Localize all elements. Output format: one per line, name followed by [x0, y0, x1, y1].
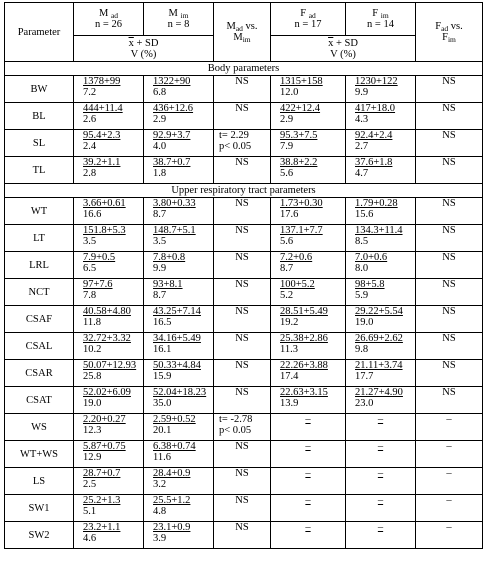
cv-value: 4.3	[355, 114, 369, 125]
cv-value: 5.6	[280, 168, 294, 179]
cv-value: 2.7	[355, 141, 369, 152]
m-comparison-cell	[214, 76, 271, 103]
f-comparison-cell: –	[416, 414, 483, 441]
m-im-cell	[144, 157, 214, 184]
table-row	[5, 360, 483, 387]
mean-sd-value: 95.4+2.3	[83, 130, 121, 141]
parameter-name: WT	[5, 198, 74, 225]
mean-sd-value: 7.0+0.6	[355, 252, 388, 263]
cv-value: 5.9	[355, 290, 369, 301]
comparison-text: NS	[235, 198, 249, 209]
mean-sd-value: 98+5.8	[355, 279, 385, 290]
m-comparison-cell	[214, 468, 271, 495]
header-m-im: M $_{im}$ n = 8	[144, 3, 214, 36]
m-im-cell	[144, 252, 214, 279]
m-ad-cell	[74, 468, 144, 495]
m-ad-cell	[74, 103, 144, 130]
cv-value: 19.0	[355, 317, 374, 328]
mean-sd-value: –	[377, 441, 384, 452]
parameter-name: CSAT	[5, 387, 74, 414]
mean-sd-value: 25.2+1.3	[83, 495, 121, 506]
m-ad-cell	[74, 522, 144, 549]
mean-sd-value: 3.80+0.33	[153, 198, 196, 209]
mean-sd-value: 417+18.0	[355, 103, 396, 114]
cv-value: 9.9	[153, 263, 167, 274]
m-ad-cell	[74, 157, 144, 184]
m-im-cell	[144, 495, 214, 522]
mean-sd-value: 50.33+4.84	[153, 360, 201, 371]
cv-value: 2.9	[153, 114, 167, 125]
table-row	[5, 333, 483, 360]
m-comparison-cell	[214, 360, 271, 387]
cv-value: 12.9	[83, 452, 102, 463]
cv-value: 35.0	[153, 398, 172, 409]
table-row	[5, 252, 483, 279]
m-im-cell	[144, 225, 214, 252]
comparison-text: NS	[235, 157, 249, 168]
f-comparison-cell: NS	[416, 333, 483, 360]
parameter-name: LT	[5, 225, 74, 252]
cv-value: 4.7	[355, 168, 369, 179]
cv-value: 13.9	[280, 398, 299, 409]
mean-sd-value: 7.2+0.6	[280, 252, 313, 263]
mean-sd-value: –	[305, 414, 311, 425]
f-ad-cell	[271, 414, 346, 441]
f-im-cell	[346, 198, 416, 225]
m-comparison-cell	[214, 441, 271, 468]
parameter-name: LRL	[5, 252, 74, 279]
cv-value: 17.7	[355, 371, 374, 382]
cv-value: 2.9	[280, 114, 294, 125]
cv-value: 20.1	[153, 425, 172, 436]
f-im-cell	[346, 468, 416, 495]
comparison-text: NS	[235, 495, 249, 506]
cv-value: 9.8	[355, 344, 369, 355]
f-comparison-cell: –	[416, 522, 483, 549]
mean-sd-value: 97+7.6	[83, 279, 113, 290]
f-ad-cell	[271, 157, 346, 184]
comparison-text: NS	[235, 76, 249, 87]
f-im-cell	[346, 387, 416, 414]
f-ad-cell	[271, 76, 346, 103]
mean-sd-value: –	[305, 468, 311, 479]
mean-sd-value: 52.02+6.09	[83, 387, 131, 398]
f-ad-cell	[271, 360, 346, 387]
mean-sd-value: 444+11.4	[83, 103, 123, 114]
mean-sd-value: 92.9+3.7	[153, 130, 191, 141]
m-comparison-cell	[214, 387, 271, 414]
parameter-name: CSAL	[5, 333, 74, 360]
m-comparison-cell	[214, 198, 271, 225]
mean-sd-value: –	[305, 441, 311, 452]
mean-sd-value: –	[305, 495, 311, 506]
mean-sd-value: 23.2+1.1	[83, 522, 121, 533]
f-comparison-cell: –	[416, 468, 483, 495]
f-ad-cell	[271, 306, 346, 333]
m-im-cell	[144, 198, 214, 225]
cv-value: 23.0	[355, 398, 374, 409]
f-im-cell	[346, 103, 416, 130]
m-ad-cell	[74, 495, 144, 522]
f-comparison-cell: NS	[416, 252, 483, 279]
mean-sd-value: 137.1+7.7	[280, 225, 323, 236]
cv-value: 4.8	[153, 506, 167, 517]
cv-value: 25.8	[83, 371, 102, 382]
cv-value: 11.3	[280, 344, 298, 355]
cv-value: 3.2	[153, 479, 167, 490]
f-comparison-cell: NS	[416, 225, 483, 252]
cv-value: 2.5	[83, 479, 97, 490]
comparison-text: t= 2.29	[219, 130, 249, 141]
f-im-cell	[346, 441, 416, 468]
header-m-ad: M $_{ad}$ n = 26	[74, 3, 144, 36]
header-m-stat: $\overline{x}$ + SD V (%)	[74, 36, 214, 62]
mean-sd-value: 21.11+3.74	[355, 360, 403, 371]
cv-value: 2.8	[83, 168, 97, 179]
cv-value: 11.8	[83, 317, 101, 328]
f-comparison-cell: NS	[416, 103, 483, 130]
cv-value: 8.7	[153, 290, 167, 301]
table-row	[5, 441, 483, 468]
mean-sd-value: 34.16+5.49	[153, 333, 201, 344]
cv-value: 5.1	[83, 506, 97, 517]
table-row	[5, 495, 483, 522]
mean-sd-value: 25.38+2.86	[280, 333, 328, 344]
m-im-cell	[144, 130, 214, 157]
m-ad-cell	[74, 76, 144, 103]
header-f-ad: F $_{ad}$ n = 17	[271, 3, 346, 36]
parameter-name: SL	[5, 130, 74, 157]
m-ad-cell	[74, 387, 144, 414]
m-im-cell	[144, 387, 214, 414]
f-comparison-cell: –	[416, 495, 483, 522]
cv-value: 2.6	[83, 114, 97, 125]
mean-sd-value: 1315+158	[280, 76, 323, 87]
comparison-text: NS	[235, 306, 249, 317]
cv-value: 16.1	[153, 344, 172, 355]
m-ad-cell	[74, 441, 144, 468]
m-ad-cell	[74, 360, 144, 387]
table-row	[5, 157, 483, 184]
parameter-table	[4, 2, 483, 549]
cv-value: 8.5	[355, 236, 369, 247]
mean-sd-value: 1230+122	[355, 76, 398, 87]
table-row	[5, 468, 483, 495]
comparison-text: NS	[235, 441, 249, 452]
cv-value: 6.5	[83, 263, 97, 274]
f-ad-cell	[271, 225, 346, 252]
m-ad-cell	[74, 252, 144, 279]
mean-sd-value: –	[377, 468, 384, 479]
m-im-cell	[144, 103, 214, 130]
cv-value: 8.0	[355, 263, 369, 274]
mean-sd-value: –	[377, 522, 384, 533]
mean-sd-value: 148.7+5.1	[153, 225, 196, 236]
mean-sd-value: 134.3+11.4	[355, 225, 403, 236]
f-ad-cell	[271, 468, 346, 495]
f-ad-cell	[271, 441, 346, 468]
f-comparison-cell: NS	[416, 387, 483, 414]
cv-value: 2.4	[83, 141, 97, 152]
f-ad-cell	[271, 495, 346, 522]
section-title: Upper respiratory tract parameters	[5, 184, 483, 198]
f-im-cell	[346, 522, 416, 549]
table-row	[5, 279, 483, 306]
m-im-cell	[144, 522, 214, 549]
m-comparison-cell	[214, 225, 271, 252]
cv-value: 11.6	[153, 452, 171, 463]
cv-value: 19.2	[280, 317, 299, 328]
mean-sd-value: 22.63+3.15	[280, 387, 328, 398]
f-comparison-cell: –	[416, 441, 483, 468]
comparison-text: NS	[235, 103, 249, 114]
parameter-name: LS	[5, 468, 74, 495]
f-ad-cell	[271, 279, 346, 306]
header-f-im: F $_{im}$ n = 14	[346, 3, 416, 36]
f-ad-cell	[271, 252, 346, 279]
mean-sd-value: 1378+99	[83, 76, 121, 87]
cv-value: 6.8	[153, 87, 167, 98]
f-comparison-cell: NS	[416, 76, 483, 103]
mean-sd-value: 2.20+0.27	[83, 414, 126, 425]
f-comparison-cell: NS	[416, 130, 483, 157]
parameter-name: TL	[5, 157, 74, 184]
parameter-name: WS	[5, 414, 74, 441]
m-im-cell	[144, 360, 214, 387]
table-row	[5, 306, 483, 333]
mean-sd-value: –	[305, 522, 311, 533]
mean-sd-value: 92.4+2.4	[355, 130, 393, 141]
m-comparison-cell	[214, 157, 271, 184]
f-im-cell	[346, 495, 416, 522]
m-ad-cell	[74, 414, 144, 441]
m-ad-cell	[74, 333, 144, 360]
mean-sd-value: 25.5+1.2	[153, 495, 191, 506]
comparison-text: NS	[235, 333, 249, 344]
table-row	[5, 522, 483, 549]
mean-sd-value: –	[377, 495, 384, 506]
f-im-cell	[346, 360, 416, 387]
mean-sd-value: 28.51+5.49	[280, 306, 328, 317]
m-ad-cell	[74, 130, 144, 157]
m-im-cell	[144, 414, 214, 441]
comparison-text: NS	[235, 360, 249, 371]
mean-sd-value: 7.9+0.5	[83, 252, 116, 263]
header-m-comparison: $M_{ad}$ vs. $M_{im}$	[214, 3, 271, 62]
mean-sd-value: 37.6+1.8	[355, 157, 393, 168]
m-im-cell	[144, 76, 214, 103]
comparison-text: t= -2.78	[219, 414, 253, 425]
f-ad-cell	[271, 387, 346, 414]
section-title: Body parameters	[5, 62, 483, 76]
f-im-cell	[346, 130, 416, 157]
parameter-name: WT+WS	[5, 441, 74, 468]
table-body	[5, 62, 483, 549]
cv-value: 15.9	[153, 371, 172, 382]
table-row	[5, 225, 483, 252]
mean-sd-value: 93+8.1	[153, 279, 183, 290]
comparison-text: NS	[235, 387, 249, 398]
comparison-text: p< 0.05	[219, 425, 252, 436]
f-im-cell	[346, 279, 416, 306]
f-comparison-cell: NS	[416, 198, 483, 225]
mean-sd-value: 3.66+0.61	[83, 198, 126, 209]
parameter-name: BW	[5, 76, 74, 103]
f-im-cell	[346, 333, 416, 360]
cv-value: 19.0	[83, 398, 102, 409]
cv-value: 7.9	[280, 141, 294, 152]
mean-sd-value: 2.59+0.52	[153, 414, 196, 425]
m-comparison-cell	[214, 414, 271, 441]
cv-value: 17.4	[280, 371, 299, 382]
cv-value: 5.2	[280, 290, 294, 301]
header-parameter: Parameter	[5, 3, 74, 62]
f-comparison-cell: NS	[416, 360, 483, 387]
table-row	[5, 198, 483, 225]
f-im-cell	[346, 252, 416, 279]
cv-value: 9.9	[355, 87, 369, 98]
cv-value: 17.6	[280, 209, 299, 220]
mean-sd-value: 52.04+18.23	[153, 387, 207, 398]
mean-sd-value: 40.58+4.80	[83, 306, 131, 317]
cv-value: 12.3	[83, 425, 102, 436]
f-ad-cell	[271, 198, 346, 225]
cv-value: 3.5	[83, 236, 97, 247]
m-comparison-cell	[214, 130, 271, 157]
cv-value: 7.2	[83, 87, 97, 98]
f-im-cell	[346, 306, 416, 333]
mean-sd-value: 28.4+0.9	[153, 468, 191, 479]
mean-sd-value: 151.8+5.3	[83, 225, 126, 236]
cv-value: 16.6	[83, 209, 102, 220]
m-im-cell	[144, 468, 214, 495]
comparison-text: NS	[235, 522, 249, 533]
m-comparison-cell	[214, 103, 271, 130]
parameter-name: CSAR	[5, 360, 74, 387]
f-ad-cell	[271, 103, 346, 130]
m-ad-cell	[74, 198, 144, 225]
mean-sd-value: –	[377, 414, 384, 425]
header-f-comparison: $F_{ad}$ vs. $F_{im}$	[416, 3, 483, 62]
f-comparison-cell: NS	[416, 306, 483, 333]
m-im-cell	[144, 306, 214, 333]
parameter-name: CSAF	[5, 306, 74, 333]
cv-value: 4.0	[153, 141, 167, 152]
mean-sd-value: 28.7+0.7	[83, 468, 121, 479]
parameter-name: NCT	[5, 279, 74, 306]
comparison-text: NS	[235, 225, 249, 236]
table-row	[5, 414, 483, 441]
mean-sd-value: 50.07+12.93	[83, 360, 137, 371]
comparison-text: NS	[235, 252, 249, 263]
mean-sd-value: 22.26+3.88	[280, 360, 328, 371]
m-comparison-cell	[214, 252, 271, 279]
mean-sd-value: 39.2+1.1	[83, 157, 121, 168]
f-ad-cell	[271, 522, 346, 549]
cv-value: 3.5	[153, 236, 167, 247]
m-ad-cell	[74, 279, 144, 306]
f-im-cell	[346, 414, 416, 441]
m-im-cell	[144, 279, 214, 306]
cv-value: 4.6	[83, 533, 97, 544]
section-row	[5, 62, 483, 76]
m-ad-cell	[74, 306, 144, 333]
mean-sd-value: 95.3+7.5	[280, 130, 318, 141]
f-im-cell	[346, 76, 416, 103]
mean-sd-value: 1322+90	[153, 76, 191, 87]
cv-value: 8.7	[280, 263, 294, 274]
f-comparison-cell: NS	[416, 279, 483, 306]
table-row	[5, 76, 483, 103]
comparison-text: NS	[235, 468, 249, 479]
cv-value: 8.7	[153, 209, 167, 220]
cv-value: 12.0	[280, 87, 299, 98]
mean-sd-value: 26.69+2.62	[355, 333, 403, 344]
f-im-cell	[346, 225, 416, 252]
parameter-name: SW2	[5, 522, 74, 549]
mean-sd-value: 38.8+2.2	[280, 157, 318, 168]
m-comparison-cell	[214, 333, 271, 360]
m-im-cell	[144, 441, 214, 468]
table-row	[5, 387, 483, 414]
cv-value: 1.8	[153, 168, 167, 179]
cv-value: 3.9	[153, 533, 167, 544]
cv-value: 10.2	[83, 344, 102, 355]
mean-sd-value: 32.72+3.32	[83, 333, 131, 344]
mean-sd-value: 436+12.6	[153, 103, 194, 114]
mean-sd-value: 7.8+0.8	[153, 252, 186, 263]
f-comparison-cell: NS	[416, 157, 483, 184]
cv-value: 5.6	[280, 236, 294, 247]
cv-value: 7.8	[83, 290, 97, 301]
header-f-stat: $\overline{x}$ + SD V (%)	[271, 36, 416, 62]
mean-sd-value: 38.7+0.7	[153, 157, 191, 168]
m-comparison-cell	[214, 306, 271, 333]
section-row	[5, 184, 483, 198]
mean-sd-value: 23.1+0.9	[153, 522, 191, 533]
comparison-text: p< 0.05	[219, 141, 252, 152]
table-header	[5, 3, 483, 62]
mean-sd-value: 100+5.2	[280, 279, 315, 290]
table-row	[5, 130, 483, 157]
f-ad-cell	[271, 333, 346, 360]
parameter-name: SW1	[5, 495, 74, 522]
mean-sd-value: 5.87+0.75	[83, 441, 126, 452]
cv-value: 15.6	[355, 209, 374, 220]
cv-value: 16.5	[153, 317, 172, 328]
comparison-text: NS	[235, 279, 249, 290]
mean-sd-value: 1.73+0.30	[280, 198, 323, 209]
m-comparison-cell	[214, 279, 271, 306]
f-im-cell	[346, 157, 416, 184]
mean-sd-value: 21.27+4.90	[355, 387, 403, 398]
m-im-cell	[144, 333, 214, 360]
f-ad-cell	[271, 130, 346, 157]
mean-sd-value: 43.25+7.14	[153, 306, 201, 317]
m-ad-cell	[74, 225, 144, 252]
mean-sd-value: 422+12.4	[280, 103, 321, 114]
mean-sd-value: 29.22+5.54	[355, 306, 403, 317]
parameter-name: BL	[5, 103, 74, 130]
table-row	[5, 103, 483, 130]
m-comparison-cell	[214, 495, 271, 522]
mean-sd-value: 1.79+0.28	[355, 198, 398, 209]
mean-sd-value: 6.38+0.74	[153, 441, 196, 452]
m-comparison-cell	[214, 522, 271, 549]
